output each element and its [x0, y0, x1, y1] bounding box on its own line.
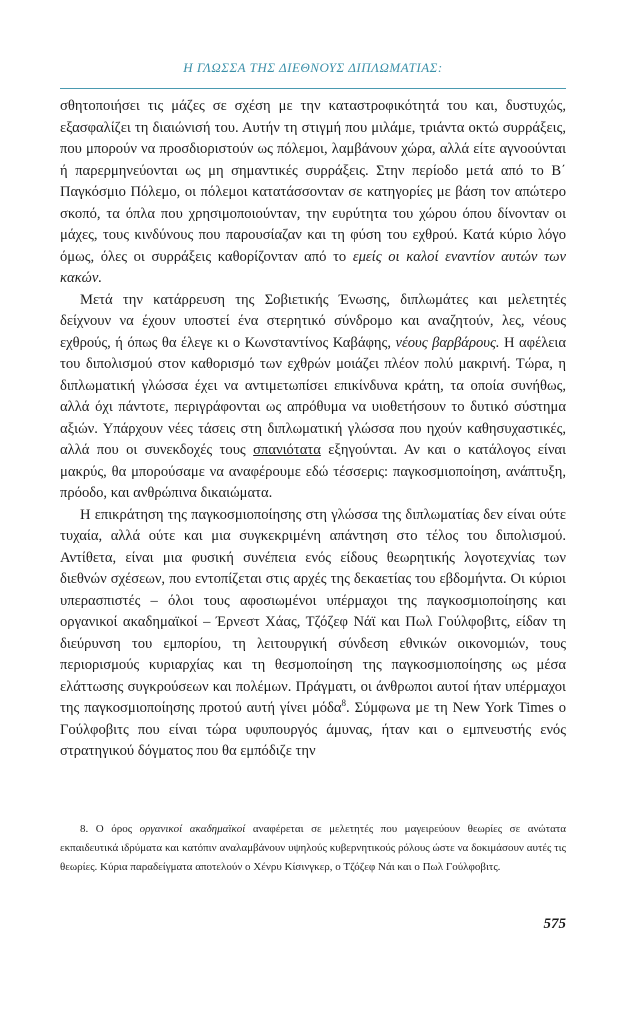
- footnote-text: Ο όρος: [95, 823, 133, 835]
- page-number: 575: [543, 916, 566, 932]
- paragraph-text: Η επικράτηση της παγκοσμιοποίησης στη γλώσσα της διπλωματίας δεν είναι ούτε τυχαία, αλλά ούτε και μια συγκεκριμένη απάντηση στο τέλος του διπολισμού. Αντίθετα, είναι μια φυσική συνέπεια ενός είδους θεωρητικής λογοτεχνίας των διεθνών σχέσεων, που εντοπίζεται στις αρχές της δεκαετίας του εβδομήντα. Οι κύριοι υπερασπιστές – όλοι τους αφοσιωμένοι υπέρμαχοι της παγκοσμιοποίησης και οργανικοί ακαδημαϊκοί – Έρνεστ Χάας, Τζόζεφ Νάϊ και Πωλ Γούλφοβιτς, είδαν τη διεύρυνση του εμπορίου, τη λειτουργική σύνδεση εθνικών οικονομιών, τους περιορισμούς κυριαρχίας και τη θεσμοποίηση της παγκοσμιοποίησης ως μέσα ελάττωσης συγκρούσεων και πολέμων. Πράγματι, οι άνθρωποι αυτοί ήταν υπέρμαχοι της παγκοσμιοποίησης προτού αυτή γίνει μόδα: [60, 506, 566, 716]
- paragraph-2: [60, 290, 566, 505]
- footnote-text: αναφέρεται σε μελετητές που μαγειρεύουν θεωρίες σε ανώτατα εκπαιδευτικά ιδρύματα και κατόπιν αναλαμβάνουν υψηλούς κυβερνητικούς ρόλους ώστε να δοκιμάσουν αυτές τις θεωρίες. Κύρια παραδείγματα αποτελούν ο Χένρυ Κίσινγκερ, ο Τζόζεφ Νάι και ο Πωλ Γούλφοβιτς.: [60, 823, 567, 873]
- italic-phrase: νέους βαρβάρους.: [395, 334, 500, 351]
- paragraph-1: [60, 96, 566, 290]
- header-rule: [60, 88, 566, 89]
- footnote-number: 8.: [80, 823, 89, 835]
- paragraph-text: Η αφέλεια του διπολισμού στον καθορισμό των εχθρών μοιάζει πλέον πολύ μακρινή. Τώρα, η διπλωματική γλώσσα έχει να αντιμετωπίσει επικίνδυνα κράτη, τα οποία συνήθως, αλλά όχι πάντοτε, περιγράφονται ως απρόθυμα να υιοθετήσουν το δυτικό σύστημα αξιών. Υπάρχουν νέες τάσεις στη διπλωματική γλώσσα που ηχούν καθησυχαστικές, αλλά που οι συνεκδοχές τους: [60, 334, 566, 458]
- footnote: [60, 820, 566, 877]
- paragraph-3: [60, 505, 566, 763]
- running-head: Η ΓΛΩΣΣΑ ΤΗΣ ΔΙΕΘΝΟΥΣ ΔΙΠΛΩΜΑΤΙΑΣ:: [183, 60, 443, 75]
- paragraph-text: σθητοποιήσει τις μάζες σε σχέση με την καταστροφικότητά του και, δυστυχώς, εξασφαλίζει τη διαιώνισή του. Αυτήν τη στιγμή που μιλάμε, τριάντα οκτώ συρράξεις, που μπορούν να προσδιοριστούν ως πόλεμοι, λαμβάνουν χώρα, αλλά είτε αγνοούνται ή παρερμηνεύονται ως μη σημαντικές συρράξεις. Στην περίοδο μετά από το Β΄ Παγκόσμιο Πόλεμο, οι πόλεμοι κατατάσσονταν σε κατηγορίες με βάση τον απώτερο σκοπό, τα όπλα που χρησιμοποιούνταν, την ευρύτητα του χώρου όπου δίνονταν οι μάχες, τους κινδύνους που παρουσίαζαν και τη φύση του εχθρού. Κατά κύριο λόγο όμως, όλες οι συρράξεις καθορίζονταν από το: [60, 98, 566, 265]
- paragraph-text: . Σύμφωνα με τη New York Times ο Γούλφοβιτς που είναι τώρα υφυπουργός άμυνας, ήταν και ο εμπνευστής ενός στρατηγικού δόγματος που θα εμπόδιζε την: [60, 700, 566, 759]
- paragraph-text: Μετά την κατάρρευση της Σοβιετικής Ένωσης, διπλωμάτες και μελετητές δείχνουν να έχουν υποστεί ένα στερητικό σύνδρομο και αναζητούν, λες, νέους εχθρούς, ή όπως θα έλεγε κι ο Κωνσταντίνος Καβάφης,: [60, 291, 566, 351]
- footnote-reference[interactable]: 8: [341, 698, 347, 709]
- underlined-word: σπανιότατα: [253, 442, 321, 458]
- paragraph-text: εξηγούνται. Αν και ο κατάλογος είναι μακρύς, θα μπορούσαμε να αναφέρουμε εδώ τέσσερις: παγκοσμιοποίηση, ανάπτυξη, πρόοδο, και ανθρώπινα δικαιώματα.: [60, 442, 567, 501]
- italic-phrase: εμείς οι καλοί εναντίον αυτών των κακών.: [60, 248, 566, 286]
- body-text: [60, 96, 566, 763]
- footnote-italic: οργανικοί ακαδημαϊκοί: [139, 823, 246, 835]
